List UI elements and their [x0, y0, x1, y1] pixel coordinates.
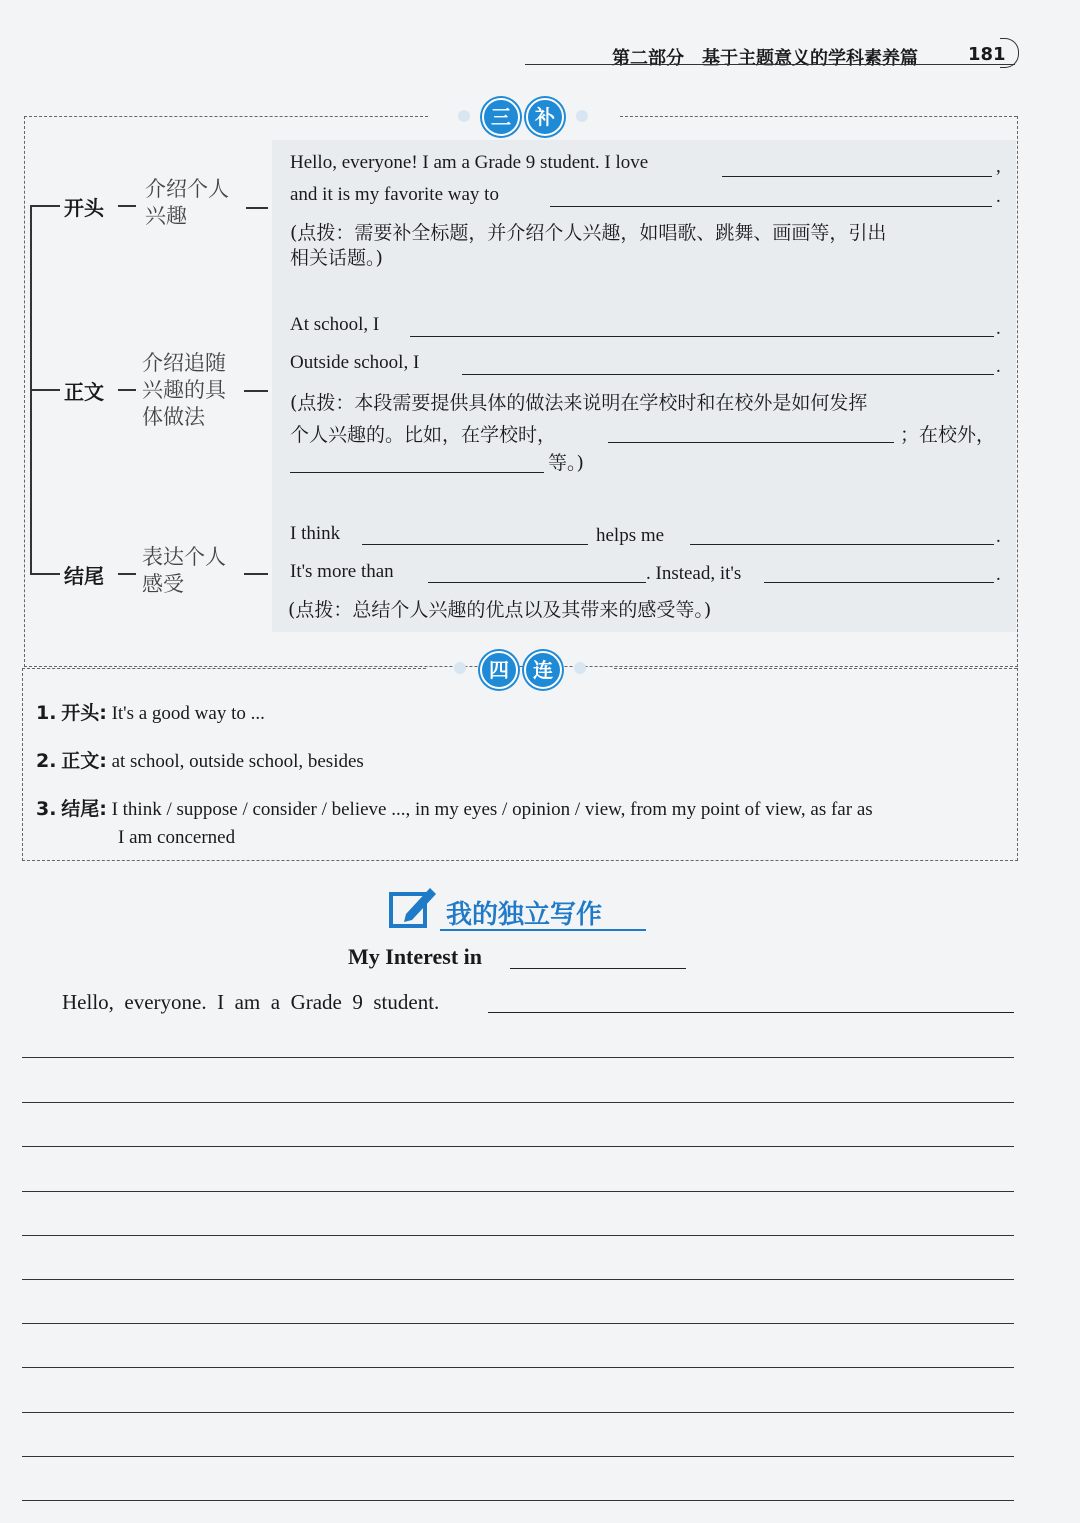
badge-san-icon: 三: [482, 98, 520, 136]
node-body-note-2: 兴趣的具: [142, 378, 226, 402]
essay-title-blank[interactable]: [510, 968, 686, 969]
writing-heading: 我的独立写作: [446, 900, 603, 930]
node-dash: [118, 389, 136, 391]
node-opening-note-2: 兴趣: [145, 204, 187, 228]
punct: ,: [996, 156, 1001, 177]
ending-line-2b: . Instead, it's: [646, 563, 742, 584]
blank-ending-3[interactable]: [428, 582, 646, 583]
list-text: It's a good way to ...: [111, 703, 265, 724]
list-text: at school, outside school, besides: [111, 751, 364, 772]
writing-line[interactable]: [22, 1412, 1014, 1413]
node-dash: [244, 390, 268, 392]
punct: .: [996, 356, 1001, 377]
list-item-continued: I am concerned: [118, 827, 236, 848]
punct: .: [996, 526, 1001, 547]
section-si-top-right: [614, 668, 1017, 669]
blank-ending-2[interactable]: [690, 544, 994, 545]
deco-dot: [454, 662, 466, 674]
node-dash: [246, 207, 268, 209]
list-item: [36, 698, 265, 725]
body-tip-2b: ；在校外，: [900, 424, 996, 446]
tree-branch-1: [30, 205, 60, 207]
body-tip-1: (点拨：本段需要提供具体的做法来说明在学校时和在校外是如何发挥: [290, 392, 868, 414]
body-line-2: Outside school, I: [290, 352, 420, 373]
punct: .: [996, 564, 1001, 585]
tree-branch-2: [30, 389, 60, 391]
essay-title: My Interest in: [348, 944, 483, 969]
blank-body-2[interactable]: [462, 374, 994, 375]
badge-si-icon: 四: [480, 651, 518, 689]
body-line-1: At school, I: [290, 314, 380, 335]
node-body-note-1: 介绍追随: [142, 351, 226, 375]
blank-body-4[interactable]: [290, 472, 544, 473]
node-dash: [118, 205, 136, 207]
pencil-note-icon: [388, 884, 440, 930]
opening-line-1: Hello, everyone! I am a Grade 9 student. I love: [290, 152, 649, 173]
blank-ending-4[interactable]: [764, 582, 994, 583]
list-label: 正文:: [61, 750, 107, 772]
section-header: 第二部分 基于主题意义的学科素养篇: [612, 48, 918, 69]
writing-line[interactable]: [22, 1367, 1014, 1368]
writing-line[interactable]: [22, 1279, 1014, 1280]
list-item: [36, 794, 873, 821]
node-opening-note-1: 介绍个人: [145, 177, 229, 201]
section-san-top-border-left: [24, 116, 428, 117]
node-opening-label: 开头: [60, 192, 108, 221]
blank-body-1[interactable]: [410, 336, 994, 337]
writing-line[interactable]: [22, 1235, 1014, 1236]
opening-tip-1: (点拨：需要补全标题，并介绍个人兴趣，如唱歌、跳舞、画画等，引出: [290, 222, 887, 244]
body-tip-2a: 个人兴趣的。比如，在学校时，: [290, 424, 557, 446]
body-tip-3: 等。): [548, 452, 584, 474]
list-num: 1.: [36, 702, 57, 724]
list-num: 2.: [36, 750, 57, 772]
writing-line[interactable]: [22, 1456, 1014, 1457]
node-ending-note-1: 表达个人: [142, 545, 226, 569]
section-si-top-left: [22, 668, 426, 669]
node-body-note-3: 体做法: [142, 405, 205, 429]
list-text: I think / suppose / consider / believe ..., in my eyes / opinion / view, from my point of view, as far as: [111, 799, 873, 820]
list-num: 3.: [36, 798, 57, 820]
header-rule: [525, 64, 1015, 65]
opening-tip-2: 相关话题。): [290, 247, 383, 269]
page-number: 181: [968, 44, 1006, 65]
tree-branch-3: [30, 573, 60, 575]
writing-line[interactable]: [22, 1191, 1014, 1192]
blank-opening-2[interactable]: [550, 206, 992, 207]
writing-line[interactable]: [22, 1146, 1014, 1147]
writing-line[interactable]: [22, 1057, 1014, 1058]
deco-dot: [574, 662, 586, 674]
badge-lian-icon: 连: [524, 651, 562, 689]
writing-line[interactable]: [22, 1500, 1014, 1501]
node-ending-note-2: 感受: [142, 572, 184, 596]
node-ending-label: 结尾: [60, 560, 108, 589]
ending-tip: (点拨：总结个人兴趣的优点以及其带来的感受等。): [288, 599, 712, 621]
deco-dot: [458, 110, 470, 122]
writing-line[interactable]: [22, 1323, 1014, 1324]
ending-line-1b: helps me: [596, 525, 665, 546]
blank-body-3[interactable]: [608, 442, 894, 443]
node-dash: [244, 573, 268, 575]
ending-line-1a: I think: [290, 523, 341, 544]
deco-dot: [576, 110, 588, 122]
writing-heading-underline: [440, 929, 646, 931]
content-shaded-panel: [272, 140, 1016, 632]
list-label: 结尾:: [61, 798, 107, 820]
node-dash: [118, 573, 136, 575]
opening-line-2: and it is my favorite way to: [290, 184, 499, 205]
blank-opening-1[interactable]: [722, 176, 992, 177]
list-item: [36, 746, 364, 773]
badge-bu-icon: 补: [526, 98, 564, 136]
writing-line[interactable]: [22, 1102, 1014, 1103]
essay-first-line: Hello, everyone. I am a Grade 9 student.: [62, 990, 440, 1014]
essay-blank-first[interactable]: [488, 1012, 1014, 1013]
blank-ending-1[interactable]: [362, 544, 588, 545]
punct: .: [996, 186, 1001, 207]
list-label: 开头:: [61, 702, 107, 724]
section-san-top-border-right: [620, 116, 1017, 117]
node-body-label: 正文: [60, 376, 108, 405]
punct: .: [996, 318, 1001, 339]
ending-line-2a: It's more than: [290, 561, 394, 582]
